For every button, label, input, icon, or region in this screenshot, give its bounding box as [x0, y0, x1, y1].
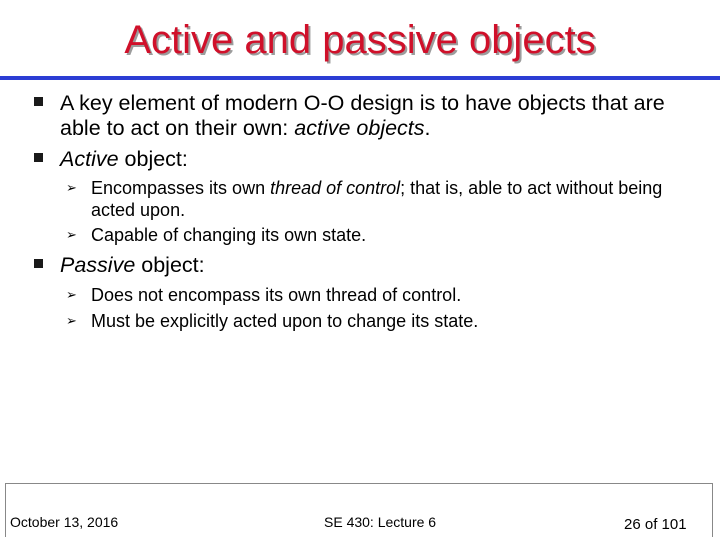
- bullet-text: [60, 147, 700, 172]
- arrowhead-bullet-icon: ➢: [66, 313, 77, 328]
- bullet-text-part: .: [424, 116, 431, 140]
- arrowhead-bullet-icon: ➢: [66, 287, 77, 302]
- footer-page-number: 26 of 101: [624, 516, 687, 533]
- bullet-text-emphasis: active objects: [294, 116, 425, 140]
- subbullet-text-part: Encompasses its own: [91, 178, 271, 198]
- subbullet-text: [91, 177, 691, 221]
- bullet-text: [60, 253, 700, 278]
- bullet-text-emphasis: Active: [60, 147, 119, 171]
- footer-course: SE 430: Lecture 6: [324, 514, 437, 530]
- footer-date: October 13, 2016: [10, 514, 119, 530]
- subbullet-text: Capable of changing its own state.: [91, 225, 367, 245]
- slide-title: Active and passive objects: [124, 18, 596, 62]
- bullet-text: [60, 91, 700, 141]
- arrowhead-bullet-icon: ➢: [66, 227, 77, 242]
- bullet-text-part: A key element of modern O-O design is to have objects that are able to act on their own:: [60, 91, 665, 140]
- title-underline-rule: [0, 76, 720, 80]
- square-bullet-icon: [34, 153, 43, 162]
- subbullet-text-part: ; that is, able to act without being acted upon.: [91, 178, 663, 220]
- subbullet-text-emphasis: thread of control: [270, 178, 401, 198]
- subbullet-text: Does not encompass its own thread of control.: [91, 285, 462, 305]
- square-bullet-icon: [34, 259, 43, 268]
- bullet-text-emphasis: Passive: [60, 253, 136, 277]
- bullet-text-part: object:: [135, 253, 205, 277]
- arrowhead-bullet-icon: ➢: [66, 180, 77, 195]
- bullet-text-part: object:: [118, 147, 188, 171]
- subbullet-text: Must be explicitly acted upon to change its state.: [91, 311, 479, 331]
- square-bullet-icon: [34, 97, 43, 106]
